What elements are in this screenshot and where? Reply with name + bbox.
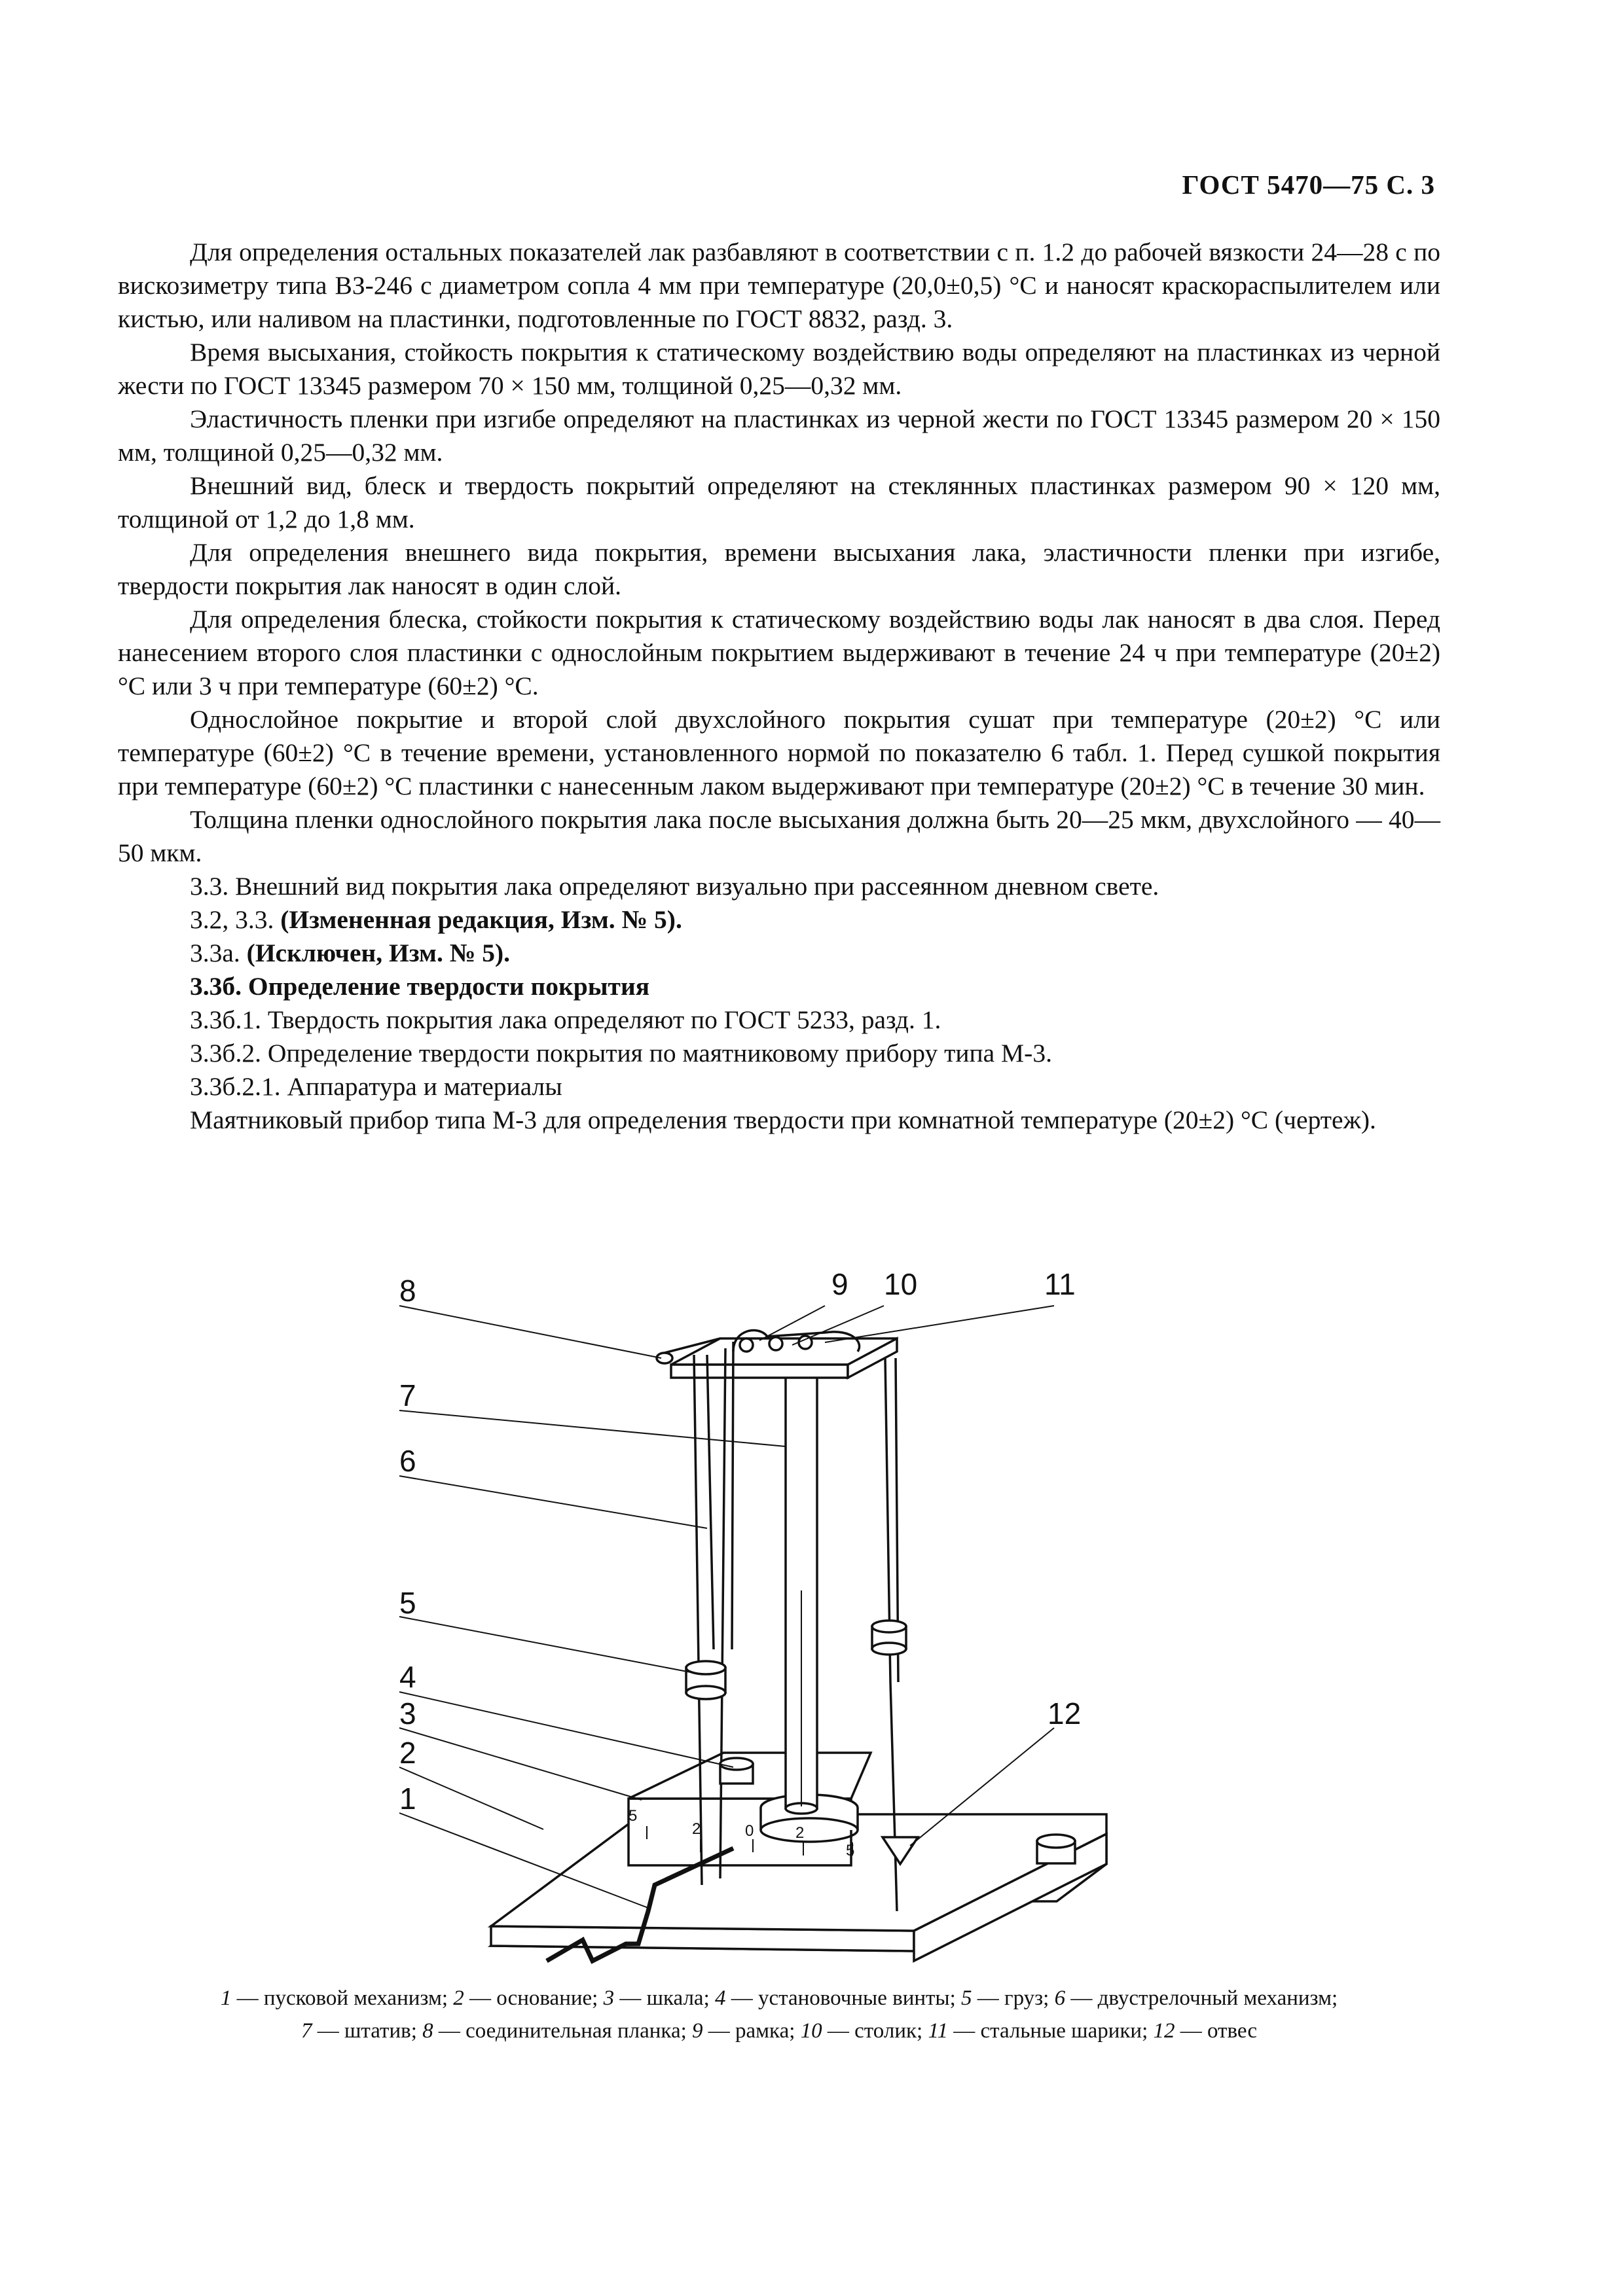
callout-label: 7: [399, 1378, 416, 1412]
excluded-note: (Исключен, Изм. № 5).: [246, 939, 511, 967]
caption-text: — основание;: [464, 1986, 604, 2010]
leveling-screw: [720, 1758, 753, 1784]
caption-number: 9: [692, 2019, 703, 2043]
caption-text: — рамка;: [702, 2019, 801, 2043]
caption-text: — установочные винты;: [725, 1986, 962, 2010]
drawing-svg: [367, 1263, 1283, 1977]
figure-caption: [118, 1982, 1440, 2047]
caption-text: — столик;: [822, 2019, 928, 2043]
callout-label: 10: [884, 1267, 918, 1301]
callout-label: 11: [1044, 1267, 1076, 1301]
callout-label: 6: [399, 1444, 416, 1478]
callout-label: 5: [399, 1586, 416, 1620]
caption-text: — шкала;: [614, 1986, 715, 2010]
callout-label: 4: [399, 1660, 416, 1694]
paragraph: Для определения блеска, стойкости покрытия к статическому воздействию воды лак наносят в два слоя. Перед нанесением второго слоя пластинки с однослойным покрытием выдерживают в течение 24 ч при температуре (20±2) °С или 3 ч при температуре (60±2) °С.: [118, 605, 1440, 700]
caption-line: [118, 2015, 1440, 2047]
scale-tick-label: 2: [795, 1824, 805, 1842]
caption-number: 10: [800, 2019, 822, 2043]
caption-number: 8: [422, 2019, 433, 2043]
paragraph: Для определения внешнего вида покрытия, времени высыхания лака, эластичности пленки при изгибе, твердости покрытия лак наносят в один слой.: [118, 538, 1440, 600]
clause-pendulum: Маятниковый прибор типа М-3 для определения твердости при комнатной температуре (20±2) °С (чертеж).: [190, 1105, 1376, 1134]
caption-number: 4: [715, 1986, 726, 2010]
clause-3-2-3-3-amendment: [118, 903, 1440, 937]
caption-number: 1: [220, 1986, 232, 2010]
weight: [872, 1621, 906, 1655]
scale-tick-label: 0: [745, 1822, 754, 1840]
callout-label: 9: [831, 1267, 848, 1301]
pendulum-device-drawing: [367, 1263, 1283, 1977]
caption-number: 5: [961, 1986, 972, 2010]
clause-3-3b-2-1: 3.3б.2.1. Аппаратура и материалы: [190, 1072, 562, 1101]
caption-text: — штатив;: [312, 2019, 423, 2043]
weight: [686, 1661, 725, 1699]
caption-line: [118, 1982, 1440, 2015]
callout-label: 8: [399, 1274, 416, 1308]
caption-text: — двустрелочный механизм;: [1065, 1986, 1338, 2010]
clause-number: 3.2, 3.3.: [190, 905, 274, 934]
caption-text: — соединительная планка;: [433, 2019, 693, 2043]
caption-text: — отвес: [1175, 2019, 1257, 2043]
amendment-note: (Измененная редакция, Изм. № 5).: [280, 905, 682, 934]
paragraph: Для определения остальных показателей лак разбавляют в соответствии с п. 1.2 до рабочей вязкости 24—28 с по вискозиметру типа ВЗ-246 с диаметром сопла 4 мм при температуре (20,0±0,5) °С и наносят краскораспылителем или кистью, или наливом на пластинки, подготовленные по ГОСТ 8832, разд. 3.: [118, 238, 1440, 333]
scale-tick-label: 5: [629, 1807, 638, 1825]
paragraph: Время высыхания, стойкость покрытия к статическому воздействию воды определяют на пластинках из черной жести по ГОСТ 13345 размером 70 × 150 мм, толщиной 0,25—0,32 мм.: [118, 338, 1440, 400]
caption-text: — стальные шарики;: [948, 2019, 1154, 2043]
caption-number: 7: [301, 2019, 312, 2043]
caption-number: 3: [603, 1986, 615, 2010]
caption-number: 11: [928, 2019, 948, 2043]
clause-3-3b-2: 3.3б.2. Определение твердости покрытия по маятниковому прибору типа М-3.: [190, 1039, 1052, 1067]
clause-3-3b-1: 3.3б.1. Твердость покрытия лака определяют по ГОСТ 5233, разд. 1.: [190, 1005, 941, 1034]
stand-column: [786, 1371, 817, 1814]
caption-number: 6: [1054, 1986, 1066, 2010]
scale-tick-label: 2: [692, 1820, 701, 1838]
steel-ball: [769, 1337, 782, 1350]
steel-ball: [740, 1338, 753, 1352]
table-top: [671, 1338, 897, 1378]
paragraph: Толщина пленки однослойного покрытия лака после высыхания должна быть 20—25 мкм, двухслойного — 40—50 мкм.: [118, 805, 1440, 867]
leveling-screw: [1037, 1835, 1075, 1863]
paragraph: Внешний вид, блеск и твердость покрытий определяют на стеклянных пластинках размером 90 × 120 мм, толщиной от 1,2 до 1,8 мм.: [118, 471, 1440, 533]
clause-number: 3.3а.: [190, 939, 240, 967]
caption-number: 12: [1153, 2019, 1175, 2043]
page-header: ГОСТ 5470—75 С. 3: [1182, 170, 1435, 200]
callout-label: 2: [399, 1736, 416, 1770]
paragraph: Эластичность пленки при изгибе определяют на пластинках из черной жести по ГОСТ 13345 размером 20 × 150 мм, толщиной 0,25—0,32 мм.: [118, 404, 1440, 467]
callout-label: 1: [399, 1782, 416, 1816]
caption-text: — груз;: [972, 1986, 1055, 2010]
clause-3-3a: [118, 937, 1440, 970]
caption-text: — пусковой механизм;: [231, 1986, 454, 2010]
scale-tick-label: 5: [846, 1842, 855, 1859]
document-body: [118, 236, 1440, 1137]
callout-label: 3: [399, 1696, 416, 1731]
clause-3-3: 3.3. Внешний вид покрытия лака определяют визуально при рассеянном дневном свете.: [190, 872, 1159, 901]
callout-label: 12: [1048, 1696, 1082, 1731]
paragraph: Однослойное покрытие и второй слой двухслойного покрытия сушат при температуре (20±2) °С или температуре (60±2) °С в течение времени, установленного нормой по показателю 6 табл. 1. Перед сушкой покрытия при температуре (60±2) °С пластинки с нанесенным лаком выдерживают при температуре (20±2) °С в течение 30 мин.: [118, 705, 1440, 800]
section-heading: 3.3б. Определение твердости покрытия: [190, 972, 650, 1001]
caption-number: 2: [453, 1986, 464, 2010]
